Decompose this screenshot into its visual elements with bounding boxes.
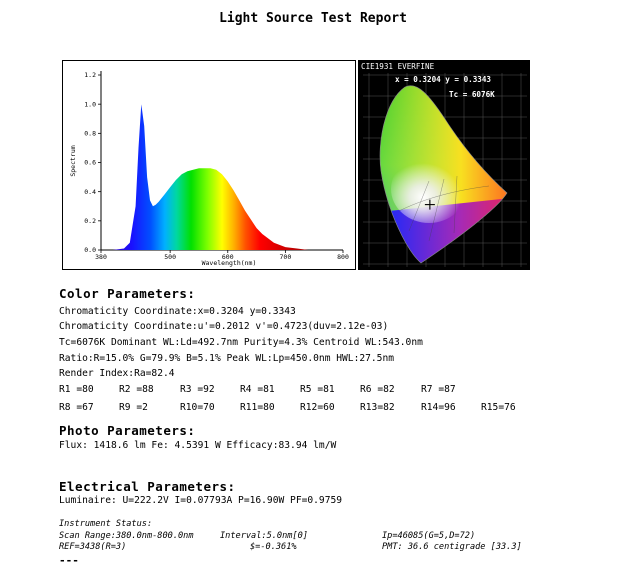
render-index-r4: R4 =81 bbox=[240, 384, 275, 395]
cie-tc-readout: Tc = 6076K bbox=[449, 90, 495, 99]
x-tick-label: 700 bbox=[279, 253, 292, 261]
footer-dashes: --- bbox=[59, 554, 79, 567]
color-param-line: Render Index:Ra=82.4 bbox=[59, 368, 175, 379]
x-tick-label: 380 bbox=[95, 253, 107, 261]
x-axis-label: Wavelength(nm) bbox=[201, 259, 257, 267]
color-param-line: Chromaticity Coordinate:x=0.3204 y=0.3343 bbox=[59, 306, 296, 317]
render-index-r13: R13=82 bbox=[360, 402, 395, 413]
x-tick-label: 800 bbox=[337, 253, 349, 261]
spectrum-chart bbox=[63, 61, 355, 269]
y-tick-label: 0.6 bbox=[84, 158, 96, 167]
x-tick-label: 500 bbox=[164, 253, 177, 261]
y-tick-label: 0.0 bbox=[84, 246, 96, 255]
photo-params-heading: Photo Parameters: bbox=[59, 423, 196, 438]
x-tick-label: 600 bbox=[221, 253, 234, 261]
instrument-ip: Ip=46085(G=5,D=72) bbox=[382, 531, 476, 541]
spectrum-chart-panel bbox=[62, 60, 356, 270]
color-param-line: Chromaticity Coordinate:u'=0.2012 v'=0.4723(duv=2.12e-03) bbox=[59, 321, 389, 332]
render-index-r11: R11=80 bbox=[240, 402, 275, 413]
color-param-line: Ratio:R=15.0% G=79.9% B=5.1% Peak WL:Lp=450.0nm HWL:27.5nm bbox=[59, 353, 395, 364]
render-index-r8: R8 =67 bbox=[59, 402, 94, 413]
render-index-r7: R7 =87 bbox=[421, 384, 456, 395]
color-param-line: Tc=6076K Dominant WL:Ld=492.7nm Purity=4.3% Centroid WL:543.0nm bbox=[59, 337, 423, 348]
instrument-pmt: PMT: 36.6 centigrade [33.3] bbox=[382, 542, 522, 552]
electrical-params-line: Luminaire: U=222.2V I=0.07793A P=16.90W PF=0.9759 bbox=[59, 495, 343, 506]
y-tick-label: 0.4 bbox=[84, 187, 96, 196]
render-index-r2: R2 =88 bbox=[119, 384, 154, 395]
color-params-heading: Color Parameters: bbox=[59, 286, 196, 301]
instrument-delta: $=-0.361% bbox=[250, 542, 297, 552]
y-tick-label: 1.2 bbox=[84, 71, 96, 80]
photo-params-line: Flux: 1418.6 lm Fe: 4.5391 W Efficacy:83.94 lm/W bbox=[59, 440, 337, 451]
instrument-interval: Interval:5.0nm[0] bbox=[220, 531, 308, 541]
cie-diagram bbox=[359, 61, 529, 269]
y-tick-label: 0.2 bbox=[84, 217, 96, 226]
render-index-r5: R5 =81 bbox=[300, 384, 335, 395]
cie-xy-readout: x = 0.3204 y = 0.3343 bbox=[395, 75, 492, 84]
y-tick-label: 0.8 bbox=[84, 129, 96, 138]
y-axis-label: Spectrum bbox=[69, 145, 77, 177]
render-index-r14: R14=96 bbox=[421, 402, 456, 413]
render-index-r15: R15=76 bbox=[481, 402, 516, 413]
instrument-status-heading: Instrument Status: bbox=[59, 519, 153, 529]
report-title: Light Source Test Report bbox=[219, 11, 407, 26]
spectrum-area bbox=[101, 104, 343, 250]
render-index-r3: R3 =92 bbox=[180, 384, 215, 395]
render-index-r6: R6 =82 bbox=[360, 384, 395, 395]
y-tick-label: 1.0 bbox=[84, 100, 96, 109]
render-index-r1: R1 =80 bbox=[59, 384, 94, 395]
render-index-r9: R9 =2 bbox=[119, 402, 148, 413]
render-index-r12: R12=60 bbox=[300, 402, 335, 413]
cie-diagram-panel bbox=[358, 60, 530, 270]
electrical-params-heading: Electrical Parameters: bbox=[59, 479, 236, 494]
render-index-r10: R10=70 bbox=[180, 402, 215, 413]
cie-header: CIE1931 EVERFINE bbox=[361, 62, 435, 71]
instrument-ref: REF=3438(R=3) bbox=[59, 542, 127, 552]
instrument-scan-range: Scan Range:380.0nm-800.0nm bbox=[59, 531, 194, 541]
